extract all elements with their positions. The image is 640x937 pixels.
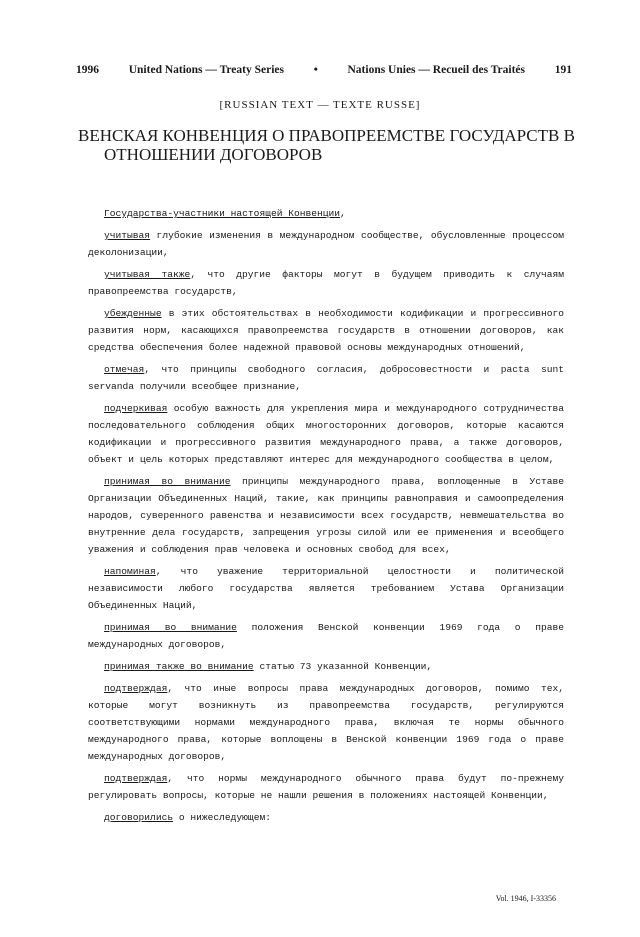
header-page-number: 191: [554, 64, 572, 76]
language-note: [RUSSIAN TEXT — TEXTE RUSSE]: [219, 99, 421, 111]
preamble-paragraph: [88, 809, 564, 826]
paragraph-lead: напоминая: [104, 566, 156, 577]
paragraph-lead: отмечая: [104, 364, 145, 375]
preamble-paragraph: [88, 473, 564, 558]
header-year: 1996: [76, 64, 99, 76]
preamble-paragraph: [88, 227, 564, 261]
paragraph-lead: принимая также во внимание: [104, 661, 254, 672]
paragraph-text: положения Венской конвенции 1969 года о праве международных договоров,: [88, 622, 564, 650]
paragraph-lead: подтверждая: [104, 773, 168, 784]
paragraph-text: ,: [340, 208, 346, 219]
header-publication-en: United Nations — Treaty Series: [128, 64, 284, 76]
paragraph-lead: договорились: [104, 812, 174, 823]
paragraph-text: , что иные вопросы права международных договоров, помимо тех, которые могут возникнуть из правопреемства государств, регулируются соответствующими нормами международного права, включая те нормы обычного международного права, которые воплощены в Венской конвенции 1969 года о праве международных договоров,: [88, 683, 564, 762]
preamble-paragraph: [88, 266, 564, 300]
preamble-paragraph: [88, 680, 564, 765]
title-line-2: ОТНОШЕНИИ ДОГОВОРОВ: [104, 145, 323, 164]
title-line-1: ВЕНСКАЯ КОНВЕНЦИЯ О ПРАВОПРЕЕМСТВЕ ГОСУДАРСТВ В: [78, 126, 575, 145]
paragraph-text: , что другие факторы могут в будущем приводить к случаям правопреемства государств,: [88, 269, 565, 297]
footer-volume: Vol. 1946, I-33356: [495, 894, 556, 903]
running-header: [76, 64, 572, 76]
preamble-paragraph: [88, 619, 564, 653]
preamble-paragraph: [88, 361, 564, 395]
paragraph-lead: убежденные: [104, 308, 162, 319]
preamble-paragraph: [88, 400, 564, 468]
preamble-paragraph: [88, 563, 564, 614]
paragraph-text: особую важность для укрепления мира и международного сотрудничества последовательного соблюдения общих многосторонних договоров, которые касаются кодификации и прогрессивного развития международного права, а также договоров, объект и цель которых представляют интерес для международного сообщества в целом,: [88, 403, 564, 465]
paragraph-lead: принимая во внимание: [104, 622, 237, 633]
paragraph-text: глубокие изменения в международном сообществе, обусловленные процессом деколонизации,: [88, 230, 564, 258]
paragraph-lead: учитывая также: [104, 269, 191, 280]
preamble-paragraph: [88, 658, 564, 675]
preamble-paragraph: [88, 305, 564, 356]
paragraph-text: , что уважение территориальной целостности и политической независимости любого государства является требованием Устава Организации Объединенных Наций,: [88, 566, 564, 611]
paragraph-text: о нижеследующем:: [173, 812, 271, 823]
paragraph-text: принципы международного права, воплощенные в Уставе Организации Объединенных Наций, такие, как принципы равноправия и самоопределения народов, суверенного равенства и независимости всех государств, невмешательства во внутренние дела государств, запрещения угрозы силой или ее применения и всеобщего уважения и соблюдения прав человека и основных свобод для всех,: [88, 476, 564, 555]
paragraph-lead: подчеркивая: [104, 403, 168, 414]
document-body: [88, 205, 564, 831]
paragraph-lead: принимая во внимание: [104, 476, 231, 487]
paragraph-lead: Государства-участники настоящей Конвенции: [104, 208, 341, 219]
paragraph-text: , что принципы свободного согласия, добросовестности и pacta sunt servanda получили всеобщее признание,: [88, 364, 564, 392]
preamble-paragraph: [88, 205, 564, 222]
paragraph-text: в этих обстоятельствах в необходимости кодификации и прогрессивного развития норм, касающихся правопреемства государств в отношении договоров, как средства обеспечения более надежной правовой основы международных отношений,: [88, 308, 564, 353]
document-title: [78, 126, 578, 164]
header-bullet: •: [313, 64, 318, 76]
paragraph-text: статью 73 указанной Конвенции,: [253, 661, 433, 672]
page-main: [88, 205, 564, 905]
paragraph-lead: учитывая: [104, 230, 151, 241]
paragraph-text: , что нормы международного обычного права будут по-прежнему регулировать вопросы, которые не нашли решения в положениях настоящей Конвенции,: [88, 773, 564, 801]
paragraph-lead: подтверждая: [104, 683, 168, 694]
header-publication-fr: Nations Unies — Recueil des Traités: [347, 64, 525, 76]
preamble-paragraph: [88, 770, 564, 804]
